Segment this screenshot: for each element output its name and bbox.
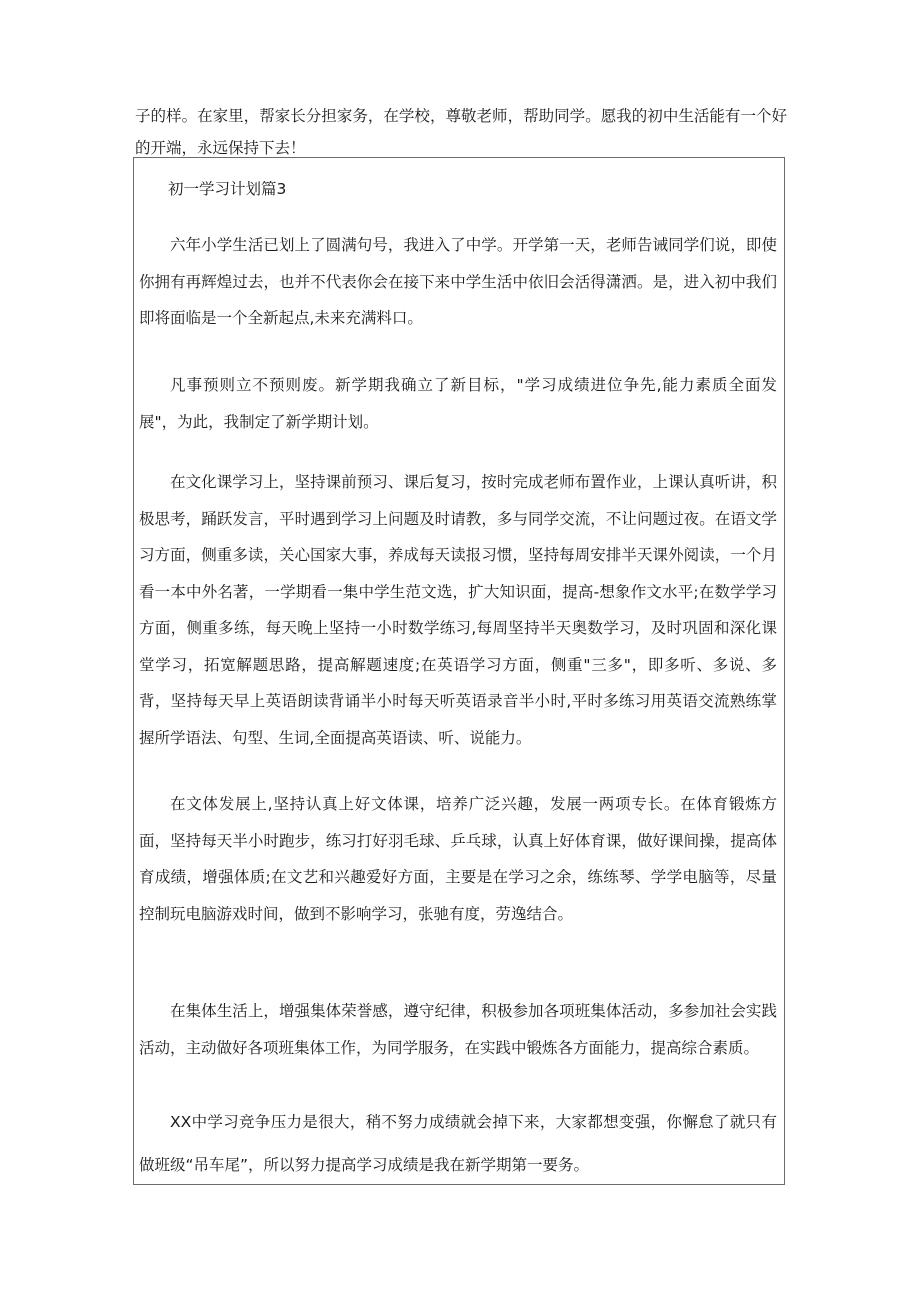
- paragraph-5: 在集体生活上，增强集体荣誉感，遵守纪律，积极参加各项班集体活动，多参加社会实践活动，主动做好各项班集体工作，为同学服务，在实践中锻炼各方面能力，提高综合素质。: [139, 1002, 777, 1057]
- paragraph-3: 在文化课学习上，坚持课前预习、课后复习，按时完成老师布置作业，上课认真听讲，积极思考，踊跃发言，平时遇到学习上问题及时请教，多与同学交流，不让问题过夜。在语文学习方面，侧重多读，关心国家大事，养成每天读报习惯，坚持每周安排半天课外阅读，一个月看一本中外名著，一学期看一集中学生范文选，扩大知识面，提高-想象作文水平;在数学学习方面，侧重多练，每天晚上坚持一小时数学练习,每周坚持半天奥数学习，及时巩固和深化课堂学习，拓宽解题思路，提高解题速度;在英语学习方面，侧重"三多"，即多听、多说、多背，坚持每天早上英语朗读背诵半小时每天听英语录音半小时,平时多练习用英语交流熟练掌握所学语法、句型、生词,全面提高英语读、听、说能力。: [139, 473, 777, 747]
- paragraph-1: 六年小学生活已划上了圆满句号，我进入了中学。开学第一天，老师告诫同学们说，即使你拥有再辉煌过去，也并不代表你会在接下来中学生活中依旧会活得潇洒。是，进入初中我们即将面临是一个全新起点,未来充满料口。: [139, 236, 777, 327]
- paragraph-2: 凡事预则立不预则废。新学期我确立了新目标，"学习成绩进位争先,能力素质全面发展"，为此，我制定了新学期计划。: [139, 376, 777, 431]
- intro-paragraph: 子的样。在家里，帮家长分担家务，在学校，尊敬老师，帮助同学。愿我的初中生活能有一个好的开端，永远保持下去！: [135, 107, 787, 157]
- section-box: [133, 157, 785, 1185]
- paragraph-4: 在文体发展上,坚持认真上好文体课，培养广泛兴趣，发展一两项专长。在体育锻炼方面，坚持每天半小时跑步，练习打好羽毛球、乒乓球，认真上好体育课，做好课间操，提高体育成绩，增强体质;在文艺和兴趣爱好方面，主要是在学习之余，练练琴、学学电脑等，尽量控制玩电脑游戏时间，做到不影响学习，张驰有度，劳逸结合。: [139, 795, 777, 923]
- section-title: 初一学习计划篇3: [168, 180, 287, 198]
- paragraph-6: XX中学习竞争压力是很大，稍不努力成绩就会掉下来，大家都想变强，你懈怠了就只有做班级“吊车尾”，所以努力提高学习成绩是我在新学期第一要务。: [139, 1113, 777, 1174]
